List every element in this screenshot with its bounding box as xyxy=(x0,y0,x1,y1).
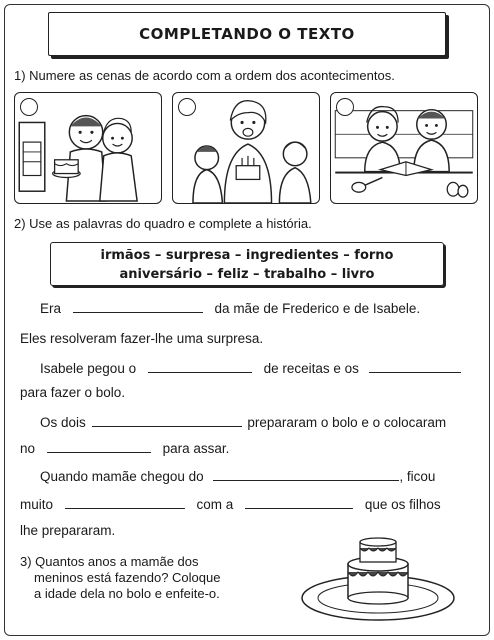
question-2: 2) Use as palavras do quadro e complete a história. xyxy=(14,216,312,231)
number-circle-3[interactable] xyxy=(336,98,354,116)
story-text: no xyxy=(20,441,36,456)
story-line-4 xyxy=(20,384,125,402)
word-bank-line-2: aniversário – feliz – trabalho – livro xyxy=(119,267,375,282)
story-text: muito xyxy=(20,497,54,512)
number-circle-2[interactable] xyxy=(178,98,196,116)
scene-1 xyxy=(14,92,162,204)
answer-blank-8[interactable] xyxy=(245,497,353,509)
answer-blank-7[interactable] xyxy=(65,497,185,509)
page-title-text: COMPLETANDO O TEXTO xyxy=(139,25,355,43)
story-line-1 xyxy=(40,300,420,318)
scene-2 xyxy=(172,92,320,204)
answer-blank-1[interactable] xyxy=(73,301,203,313)
story-text: Eles resolveram fazer-lhe uma surpresa. xyxy=(20,331,264,346)
answer-blank-4[interactable] xyxy=(92,415,242,427)
story-line-9 xyxy=(20,522,115,540)
story-line-7 xyxy=(40,468,435,486)
story-text: para assar. xyxy=(162,441,230,456)
cake-plate-icon[interactable] xyxy=(298,528,458,624)
scene-strip xyxy=(14,92,482,204)
story-text: da mãe de Frederico e de Isabele. xyxy=(214,301,421,316)
story-line-2 xyxy=(20,330,263,348)
answer-blank-3[interactable] xyxy=(369,361,461,373)
story-text: Era xyxy=(40,301,62,316)
word-bank xyxy=(50,242,444,286)
story-text: Isabele pegou o xyxy=(40,361,137,376)
story-text: Quando mamãe chegou do xyxy=(40,469,204,484)
answer-blank-2[interactable] xyxy=(148,361,252,373)
story-line-6 xyxy=(20,440,229,458)
number-circle-1[interactable] xyxy=(20,98,38,116)
story-text: prepararam o bolo e o colocaram xyxy=(247,415,447,430)
page-title xyxy=(48,12,446,56)
story-text: Os dois xyxy=(40,415,86,430)
question-3-line-2: meninos está fazendo? Coloque xyxy=(34,570,221,585)
question-1: 1) Numere as cenas de acordo com a ordem dos acontecimentos. xyxy=(14,68,395,83)
story-line-3 xyxy=(40,360,461,378)
answer-blank-6[interactable] xyxy=(213,469,399,481)
story-text: lhe prepararam. xyxy=(20,523,116,538)
word-bank-line-1: irmãos – surpresa – ingredientes – forno xyxy=(100,248,394,263)
story-line-8 xyxy=(20,496,441,514)
story-text: de receitas e os xyxy=(263,361,359,376)
question-3-line-3: a idade dela no bolo e enfeite-o. xyxy=(34,586,220,601)
story-text: que os filhos xyxy=(364,497,441,512)
story-line-5 xyxy=(40,414,446,432)
question-3-line-1: 3) Quantos anos a mamãe dos xyxy=(20,554,199,569)
story-text: , ficou xyxy=(399,469,436,484)
story-text: para fazer o bolo. xyxy=(20,385,126,400)
question-3 xyxy=(20,554,280,602)
scene-3 xyxy=(330,92,478,204)
story-text: com a xyxy=(196,497,234,512)
answer-blank-5[interactable] xyxy=(47,441,151,453)
